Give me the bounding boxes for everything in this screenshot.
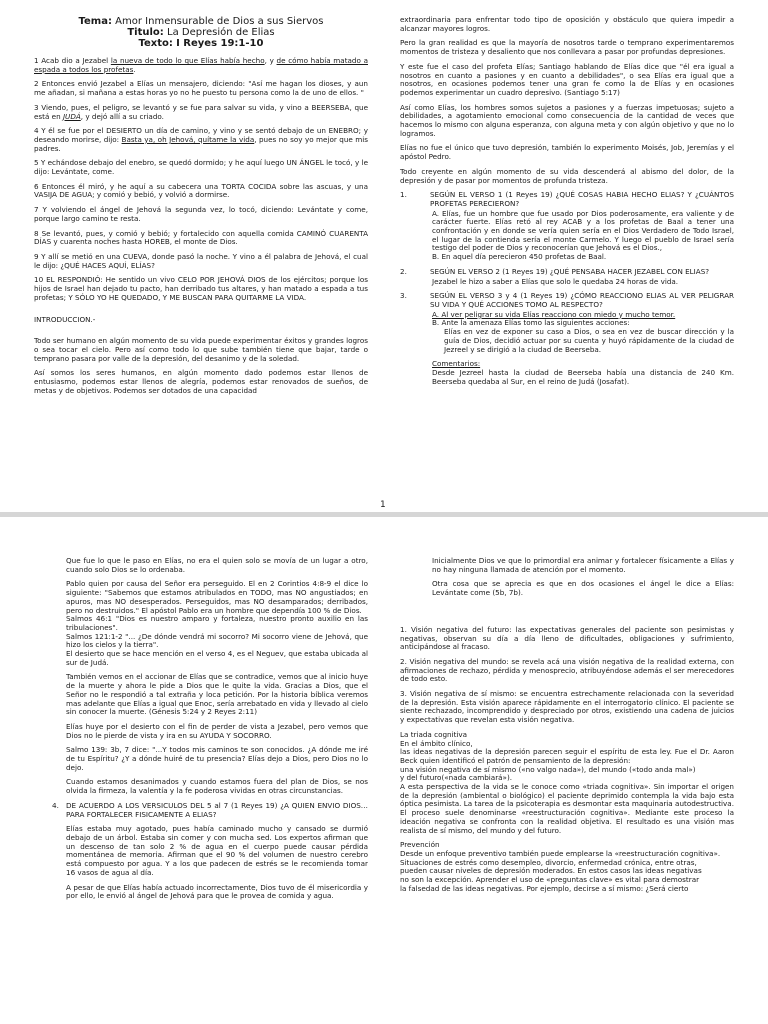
- verse-9: 9 Y allí se metió en una CUEVA, donde pasó la noche. Y vino a él palabra de Jehová, el cual le dijo: ¿QUÉ HACES AQUÍ, ELÍAS?: [34, 251, 368, 270]
- verse-3: 3 Viendo, pues, el peligro, se levantó y se fue para salvar su vida, y vino a BEERSEBA, que está en JUDÁ, y dejó allí a su criado.: [34, 102, 368, 121]
- question-3: [400, 292, 734, 309]
- question-text: DE ACUERDO A LOS VERSICULOS DEL 5 al 7 (1 Reyes 19) ¿A QUIEN ENVIO DIOS… PARA FORTALECER FISICAMENTE A ELIAS?: [66, 800, 368, 819]
- p2-left-paragraph-3: Salmos 46:1 "Dios es nuestro amparo y fortaleza, nuestro pronto auxilio en las tribulaciones".: [66, 614, 368, 632]
- answer-1a: A. Elías, fue un hombre que fue usado por Dios poderosamente, era valiente y de carácter fuerte. Elías retó al rey ACAB y a los profetas de Baal a tener una confrontación y en donde se vería quien sería en el Dios Verdadero de Todo Israel, el lugar de la contienda sería el monte Carmelo. Y luego el pueblo de Israel sería testigo del poder de Dios y reconocerían que Jehová es el Dios.,: [432, 208, 734, 253]
- question-text: SEGÚN EL VERSO 2 (1 Reyes 19) ¿QUÉ PENSABA HACER JEZABEL CON ELIAS?: [430, 266, 710, 276]
- prevencion-line-2: Situaciones de estrés como desempleo, divorcio, enfermedad crónica, entre otras,: [400, 857, 697, 867]
- prevencion-line-5: la falsedad de las ideas negativas. Por ejemplo, decirse a sí mismo: ¿Será cierto: [400, 883, 689, 893]
- verse-4: 4 Y él se fue por el DESIERTO un día de camino, y vino y se sentó debajo de un ENEBRO; y deseando morirse, dijo: Basta ya, oh Jehová, quítame la vida, pues no soy yo mejor que mis padres.: [34, 126, 368, 153]
- verse-1: 1 Acab dio a Jezabel la nueva de todo lo que Elías había hecho, y de cómo había matado a espada a todos los profetas.: [34, 56, 368, 74]
- p2-left-paragraph-10: Elías estaba muy agotado, pues había caminado mucho y cansado se durmió debajo de un árbol. Estaba sin comer y con mucha sed. Los expertos afirman que un descenso de tan solo 2 % de agua en el cuerpo puede causar pérdida momentánea de memoria. Afirman que el 90 % del volumen de nuestro cerebro está compuesto por agua. Y a los que padecen de estrés se le recomienda tomar 16 vasos de agua al día.: [66, 824, 368, 877]
- p2-left-paragraph-2: Pablo quien por causa del Señor era perseguido. El en 2 Corintios 4:8-9 el dice lo siguiente: "Sabemos que estamos atribulados en TODO, mas NO angustiados; en apuros, mas NO desesperados. Perseguidos, mas NO desamparados; derribados, pero no destruidos." El apóstol Pablo era un hombre que dependía 100 % de Dios.: [66, 579, 368, 615]
- question-4: [34, 802, 368, 819]
- verse-7: 7 Y volviendo el ángel de Jehová la segunda vez, lo tocó, diciendo: Levántate y come, porque largo camino te resta.: [34, 205, 368, 223]
- p2-right-paragraph-1: Inicialmente Dios ve que lo primordial era animar y fortalecer físicamente a Elías y no hay ninguna llamada de atención por el momento.: [432, 556, 734, 574]
- p2-left-paragraph-6: También vemos en el accionar de Elías que se contradice, vemos que al inicio huye de la muerte y ahora le pide a Dios que le quite la vida. Gracias a Dios, que el Señor no le respondió a tal extraña y loca petición. Por la historia bíblica veremos mas adelante que Elías a igual que Enoc, sería arrebatado en vida y llevado al cielo sin conocer la muerte. (Génesis 5:24 y 2 Reyes 2:11): [66, 672, 368, 717]
- answer-3a: A. Al ver peligrar su vida Elías reacciono con miedo y mucho temor.: [432, 309, 676, 319]
- verse-10: 10 EL RESPONDIÓ: He sentido un vivo CELO POR JEHOVÁ DIOS de los ejércitos; porque los hijos de Israel han dejado tu pacto, han derribado tus altares, y han matado a espada a tus profetas; Y SÓLO YO HE QUEDADO, Y ME BUSCAN PARA QUITARME LA VIDA.: [34, 275, 368, 302]
- p2-right-paragraph-2: Otra cosa que se aprecia es que en dos ocasiones el ángel le dice a Elías: Levántate come (5b, 7b).: [432, 579, 734, 598]
- page2-left-column: [34, 557, 368, 907]
- cognitive-list-2: 2. Visión negativa del mundo: se revela acá una visión negativa de la realidad externa, con afirmaciones de rechazo, pérdida y menosprecio, atribuyéndose además el ser merecedores de todo esto.: [400, 656, 734, 684]
- prevencion-line-4: no son la excepción. Aprender el uso de «preguntas clave» es vital para demostrar: [400, 875, 700, 885]
- verse-5: 5 Y echándose debajo del enebro, se quedó dormido; y he aquí luego UN ÁNGEL le tocó, y le dijo: Levántate, come.: [34, 158, 368, 177]
- question-text: SEGÚN EL VERSO 1 (1 Reyes 19) ¿QUÉ COSAS HABIA HECHO ELIAS? Y ¿CUÁNTOS PROFETAS PERECIERON?: [430, 190, 734, 208]
- p2-left-paragraph-9: Cuando estamos desanimados y cuando estamos fuera del plan de Dios, se nos olvida la firmeza, la valentía y la fe poderosa vividas en otras circunstancias.: [66, 777, 368, 796]
- triada-line-3: una visión negativa de sí mismo («no valgo nada»), del mundo («todo anda mal»): [400, 764, 696, 774]
- answer-3c: Elías en vez de exponer su caso a Dios, o sea en vez de buscar dirección y la guía de Dios, decidió actuar por su cuenta y huyó rápidamente de la ciudad de Jezreel y se dirigió a la ciudad de Beerseba.: [444, 327, 734, 354]
- right-paragraph-2: Pero la gran realidad es que la mayoría de nosotros tarde o temprano experimentaremos momentos de tristeza y desaliento que nos conllevara a pasar por profundas depresiones.: [400, 38, 734, 57]
- answer-1b: B. En aquel día perecieron 450 profetas de Baal.: [432, 252, 607, 262]
- texto-label: Texto:: [138, 38, 173, 49]
- intro-title: INTRODUCCION.-: [34, 315, 96, 325]
- right-paragraph-3: Y este fue el caso del profeta Elías; Santiago hablando de Elías dice que "él era igual a nosotros en cuanto a pasiones y en cuanto a debilidades", o sea Elías era igual que a nosotros, en ocasiones podemos tener una gran fe como la de Elías y en ocasiones podemos experimentar un cuadro depresivo. (Santiago 5:17): [400, 61, 734, 97]
- question-1: [400, 191, 734, 208]
- right-paragraph-4: Así como Elías, los hombres somos sujetos a pasiones y a fuerzas impetuosas; sujeto a debilidades, a agotamiento emocional como consecuencia de la cantidad de veces que hacemos lo mismo con alguna esperanza, con alguna meta y con algún objetivo y que no lo logramos.: [400, 102, 734, 138]
- triada-line-2: las ideas negativas de la depresión parecen seguir el espíritu de esta ley. Fue el Dr. Aaron Beck quien identificó el patrón de pensamiento de la depresión:: [400, 747, 734, 765]
- intro-paragraph-2: Así somos los seres humanos, en algún momento dado podemos estar llenos de entusiasmo, podemos estar llenos de alegría, podemos estar renovados de sueños, de metas y de objetivos. Podemos ser dotados de una capacidad: [34, 368, 368, 395]
- titulo-line: [34, 27, 368, 38]
- cognitive-list-3: 3. Visión negativa de sí mismo: se encuentra estrechamente relacionada con la severidad de la depresión. Esta visión aparece rápidamente en el interrogatorio clínico. El paciente se siente rechazado, incomprendido y despreciado por otros, existiendo una cadena de juicios y expectativas que revelan esta visión negativa.: [400, 689, 734, 725]
- p2-left-paragraph-8: Salmo 139: 3b, 7 dice: "...Y todos mis caminos te son conocidos. ¿A dónde me iré de tu Espíritu? ¿Y a dónde huiré de tu presencia? Elías dejo a Dios, pero Dios no lo dejo.: [66, 745, 368, 772]
- p2-left-paragraph-4: Salmos 121:1-2 "... ¿De dónde vendrá mi socorro? Mi socorro viene de Jehová, que hizo los cielos y la tierra".: [66, 631, 368, 650]
- page1-left-column: [34, 16, 368, 401]
- texto-line: [34, 38, 368, 49]
- titulo-label: Titulo:: [127, 27, 164, 38]
- texto-ref: I Reyes 19:1-10: [176, 38, 264, 49]
- verse-8: 8 Se levantó, pues, y comió y bebió; y fortalecido con aquella comida CAMINÓ CUARENTA DÍAS y cuarenta noches hasta HOREB, el monte de Dios.: [34, 228, 368, 247]
- verse-2: 2 Entonces envió Jezabel a Elías un mensajero, diciendo: "Así me hagan los dioses, y aun me añadan, si mañana a estas horas yo no he puesto tu persona como la de uno de ellos. ": [34, 79, 368, 98]
- answer-2: Jezabel le hizo a saber a Elías que solo le quedaba 24 horas de vida.: [432, 276, 679, 286]
- comentario-1: Desde Jezreel hasta la ciudad de Beerseba había una distancia de 240 Km. Beerseba quedaba al Sur, en el reino de Judá (Josafat).: [432, 367, 734, 386]
- question-number: 2.: [400, 266, 407, 276]
- comentarios-title: Comentarios:: [432, 359, 481, 369]
- prevencion-line-1: Desde un enfoque preventivo también puede emplearse la «reestructuración cognitiva».: [400, 848, 721, 858]
- page2-right-column: [400, 557, 734, 894]
- verse-6: 6 Entonces él miró, y he aquí a su cabecera una TORTA COCIDA sobre las ascuas, y una VASIJA DE AGUA; y comió y bebió, y volvió a dormirse.: [34, 181, 368, 200]
- page-number: 1: [380, 500, 386, 510]
- triada-line-4: y del futuro(«nada cambiará»).: [400, 773, 513, 783]
- cognitive-list-1: 1. Visión negativa del futuro: las expectativas generales del paciente son pesimistas y negativas, observan su día a día lleno de dificultades, obligaciones y sufrimiento, anticipándose al fracaso.: [400, 624, 734, 652]
- question-number: 1.: [400, 190, 407, 200]
- intro-paragraph-1: Todo ser humano en algún momento de su vida puede experimentar éxitos y grandes logros o sea tocar el cielo. Pero así como todo lo que sube también tiene que bajar, tarde o temprano pasara por valle de la depresión, del desanimo y de la soledad.: [34, 336, 368, 363]
- prevencion-title: Prevención: [400, 840, 440, 850]
- document-page-2: [0, 517, 768, 1024]
- tema-line: [34, 16, 368, 27]
- tema-text: Amor Inmensurable de Dios a sus Siervos: [115, 16, 324, 27]
- tema-label: Tema:: [78, 16, 112, 27]
- triada-title: La triada cognitiva: [400, 729, 468, 739]
- question-text: SEGÚN EL VERSO 3 y 4 (1 Reyes 19) ¿CÓMO REACCIONO ELIAS AL VER PELIGRAR SU VIDA Y QUÉ ACCIONES TOMO AL RESPECTO?: [430, 291, 734, 309]
- right-paragraph-1: extraordinaria para enfrentar todo tipo de oposición y obstáculo que quiera impedir a alcanzar mayores logros.: [400, 15, 734, 33]
- p2-left-paragraph-1: Que fue lo que le paso en Elías, no era el quien solo se movía de un lugar a otro, cuando solo Dios se lo ordenaba.: [66, 556, 368, 574]
- question-2: [400, 268, 734, 277]
- question-number: 4.: [52, 800, 59, 810]
- p2-left-paragraph-7: Elías huye por el desierto con el fin de perder de vista a Jezabel, pero vemos que Dios no le pierde de vista y ira en su AYUDA Y SOCORRO.: [66, 721, 368, 740]
- prevencion-line-3: pueden causar niveles de depresión moderados. En estos casos las ideas negativas: [400, 866, 702, 876]
- triada-line-5: A esta perspectiva de la vida se le conoce como «triada cognitiva». Sin importar el origen de la depresión (ambiental o biológico) el paciente deprimido contempla la vida bajo esta óptica pesimista. La tarea de la psicoterapia es desmontar esta maquinaria autodestructiva. El proceso suele denominarse «reestructuración cognitiva». Mediante este proceso la ideación negativa se confronta con la realidad objetiva. El resultado es una visión mas realista de sí mismo, del mundo y del futuro.: [400, 782, 734, 835]
- page1-right-column: [400, 16, 734, 392]
- right-paragraph-5: Elías no fue el único que tuvo depresión, también lo experimento Moisés, Job, Jeremías y el apóstol Pedro.: [400, 143, 734, 162]
- p2-left-paragraph-5: El desierto que se hace mención en el verso 4, es el Neguev, que estaba ubicada al sur de Judá.: [66, 649, 368, 667]
- triada-line-1: En el ámbito clínico,: [400, 738, 473, 748]
- question-number: 3.: [400, 291, 407, 301]
- right-paragraph-6: Todo creyente en algún momento de su vida descenderá al abismo del dolor, de la depresión y de pasar por momentos de profunda tristeza.: [400, 166, 734, 185]
- titulo-text: La Depresión de Elias: [167, 27, 275, 38]
- answer-3b: B. Ante la amenaza Elías tomo las siguientes acciones:: [432, 318, 630, 328]
- p2-left-paragraph-11: A pesar de que Elías había actuado incorrectamente, Dios tuvo de él misericordia y por ello, le envió al ángel de Jehová para que le provea de comida y agua.: [66, 882, 368, 901]
